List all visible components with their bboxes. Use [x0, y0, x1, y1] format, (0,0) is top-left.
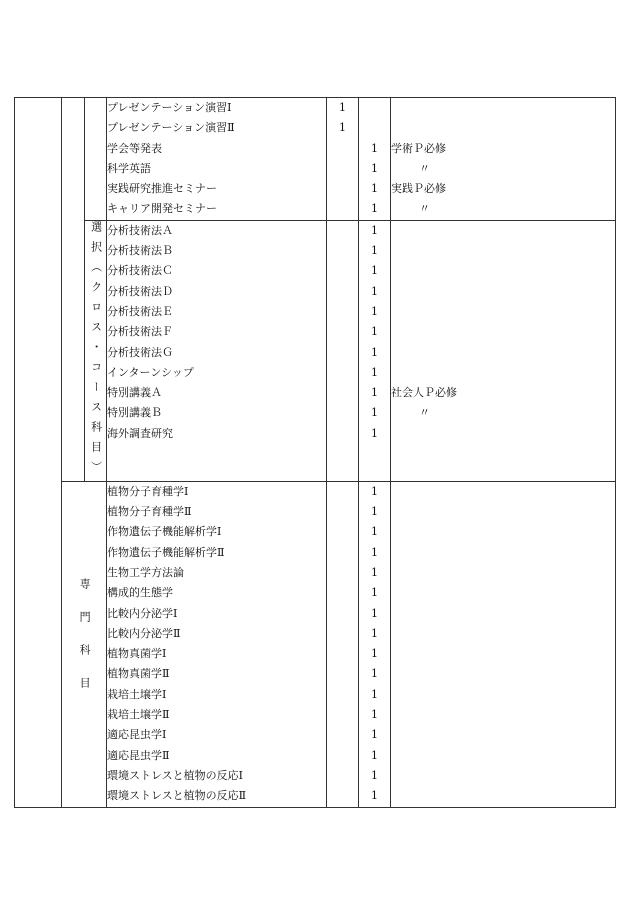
course-name: 生物工学方法論 [107, 565, 184, 579]
note: 学術Ｐ必修 [391, 141, 446, 155]
elective-credit: 1 [371, 244, 378, 258]
required-credit: 1 [339, 121, 346, 135]
course-name: 海外調査研究 [107, 426, 173, 440]
specialized-label: 専門科目 [78, 578, 92, 711]
cross-course-label-cell [85, 220, 107, 481]
elective-credits-cell [359, 98, 391, 221]
cross-course-label: 選択（クロス・コース科目） [89, 220, 103, 481]
category-column [62, 98, 85, 482]
course-name: 分析技術法Ｂ [107, 244, 173, 258]
elective-credit: 1 [371, 626, 378, 640]
elective-credit: 1 [371, 345, 378, 359]
elective-credit: 1 [371, 687, 378, 701]
note [391, 118, 615, 138]
specialized-label-cell [62, 481, 107, 807]
required-credits-cell [327, 481, 359, 807]
course-name: 分析技術法Ｃ [107, 264, 173, 278]
course-name: 適応昆虫学Ⅰ [107, 728, 167, 742]
course-name: 分析技術法Ｆ [107, 325, 173, 339]
elective-credit: 1 [371, 406, 378, 420]
note: 〃 [419, 406, 430, 420]
elective-credit: 1 [371, 264, 378, 278]
block-required-seminars [15, 98, 616, 221]
course-name: 分析技術法Ｅ [107, 304, 173, 318]
notes-cell [391, 98, 616, 221]
note [391, 241, 615, 261]
course-name: 適応昆虫学Ⅱ [107, 748, 170, 762]
elective-credit: 1 [371, 728, 378, 742]
note [391, 282, 615, 302]
note [391, 221, 615, 241]
note: 〃 [419, 202, 430, 216]
course-name: 作物遺伝子機能解析学Ⅰ [107, 525, 222, 539]
course-name: 分析技術法Ａ [107, 223, 173, 237]
course-names-cell [107, 481, 327, 807]
curriculum-table [14, 97, 616, 808]
required-credit: 1 [339, 101, 346, 114]
course-name: プレゼンテーション演習Ⅰ [107, 101, 232, 114]
elective-credit [359, 118, 390, 138]
elective-credit: 1 [371, 223, 378, 237]
course-name: 比較内分泌学Ⅱ [107, 626, 181, 640]
elective-credit: 1 [371, 161, 378, 175]
note: 実践Ｐ必修 [391, 182, 446, 196]
block-cross-course [15, 220, 616, 481]
course-name: 作物遺伝子機能解析学Ⅱ [107, 545, 225, 559]
required-credit [327, 199, 358, 219]
course-name: 分析技術法Ｇ [107, 345, 173, 359]
required-credit [327, 179, 358, 199]
elective-credit: 1 [371, 647, 378, 661]
elective-credit: 1 [371, 505, 378, 519]
course-name: プレゼンテーション演習Ⅱ [107, 121, 235, 135]
course-name: インターンシップ [107, 365, 194, 379]
elective-credit: 1 [371, 304, 378, 318]
elective-credit [359, 98, 390, 118]
required-credit [327, 139, 358, 159]
required-credits-cell [327, 220, 359, 481]
elective-credit: 1 [371, 141, 378, 155]
elective-credit: 1 [371, 386, 378, 400]
notes-cell [391, 481, 616, 807]
elective-credit: 1 [371, 545, 378, 559]
elective-credits-cell [359, 481, 391, 807]
elective-credit: 1 [371, 525, 378, 539]
note [391, 98, 615, 118]
course-names-cell [107, 220, 327, 481]
elective-credit: 1 [371, 484, 378, 498]
elective-credit: 1 [371, 325, 378, 339]
course-name: 植物真菌学Ⅱ [107, 667, 170, 681]
elective-credit: 1 [371, 768, 378, 782]
course-name: 植物真菌学Ⅰ [107, 647, 167, 661]
elective-credit: 1 [371, 565, 378, 579]
course-name: 分析技術法Ｄ [107, 284, 173, 298]
elective-credit: 1 [371, 708, 378, 722]
course-name: 比較内分泌学Ⅰ [107, 606, 178, 620]
course-names-cell [107, 98, 327, 221]
block-specialized [15, 481, 616, 807]
note: 社会人Ｐ必修 [391, 386, 457, 400]
elective-credit: 1 [371, 748, 378, 762]
elective-credit: 1 [371, 667, 378, 681]
course-name: 栽培土壌学Ⅱ [107, 708, 170, 722]
elective-credit: 1 [371, 202, 378, 216]
course-name: 科学英語 [107, 161, 151, 175]
elective-credit: 1 [371, 606, 378, 620]
note [391, 363, 615, 383]
note: 〃 [419, 161, 430, 175]
course-name: 環境ストレスと植物の反応Ⅰ [107, 768, 244, 782]
elective-credit: 1 [371, 365, 378, 379]
subcategory-blank [85, 98, 107, 221]
course-name: 特別講義Ａ [107, 386, 162, 400]
elective-credit: 1 [371, 586, 378, 600]
course-name: 栽培土壌学Ⅰ [107, 687, 167, 701]
course-name: 植物分子育種学Ⅰ [107, 484, 189, 498]
required-credit [327, 159, 358, 179]
note [391, 261, 615, 281]
course-name: 植物分子育種学Ⅱ [107, 505, 192, 519]
note [391, 322, 615, 342]
outer-blank-column [15, 98, 62, 808]
elective-credit: 1 [371, 789, 378, 803]
note [391, 343, 615, 363]
course-name: キャリア開発セミナー [107, 202, 217, 216]
course-name: 実践研究推進セミナー [107, 182, 217, 196]
required-credits-cell [327, 98, 359, 221]
course-name: 学会等発表 [107, 141, 162, 155]
course-name: 構成的生態学 [107, 586, 173, 600]
notes-cell [391, 220, 616, 481]
elective-credit: 1 [371, 182, 378, 196]
elective-credit: 1 [371, 284, 378, 298]
elective-credits-cell [359, 220, 391, 481]
note [391, 424, 615, 444]
course-name: 環境ストレスと植物の反応Ⅱ [107, 789, 247, 803]
course-name: 特別講義Ｂ [107, 406, 162, 420]
elective-credit: 1 [371, 426, 378, 440]
note [391, 302, 615, 322]
